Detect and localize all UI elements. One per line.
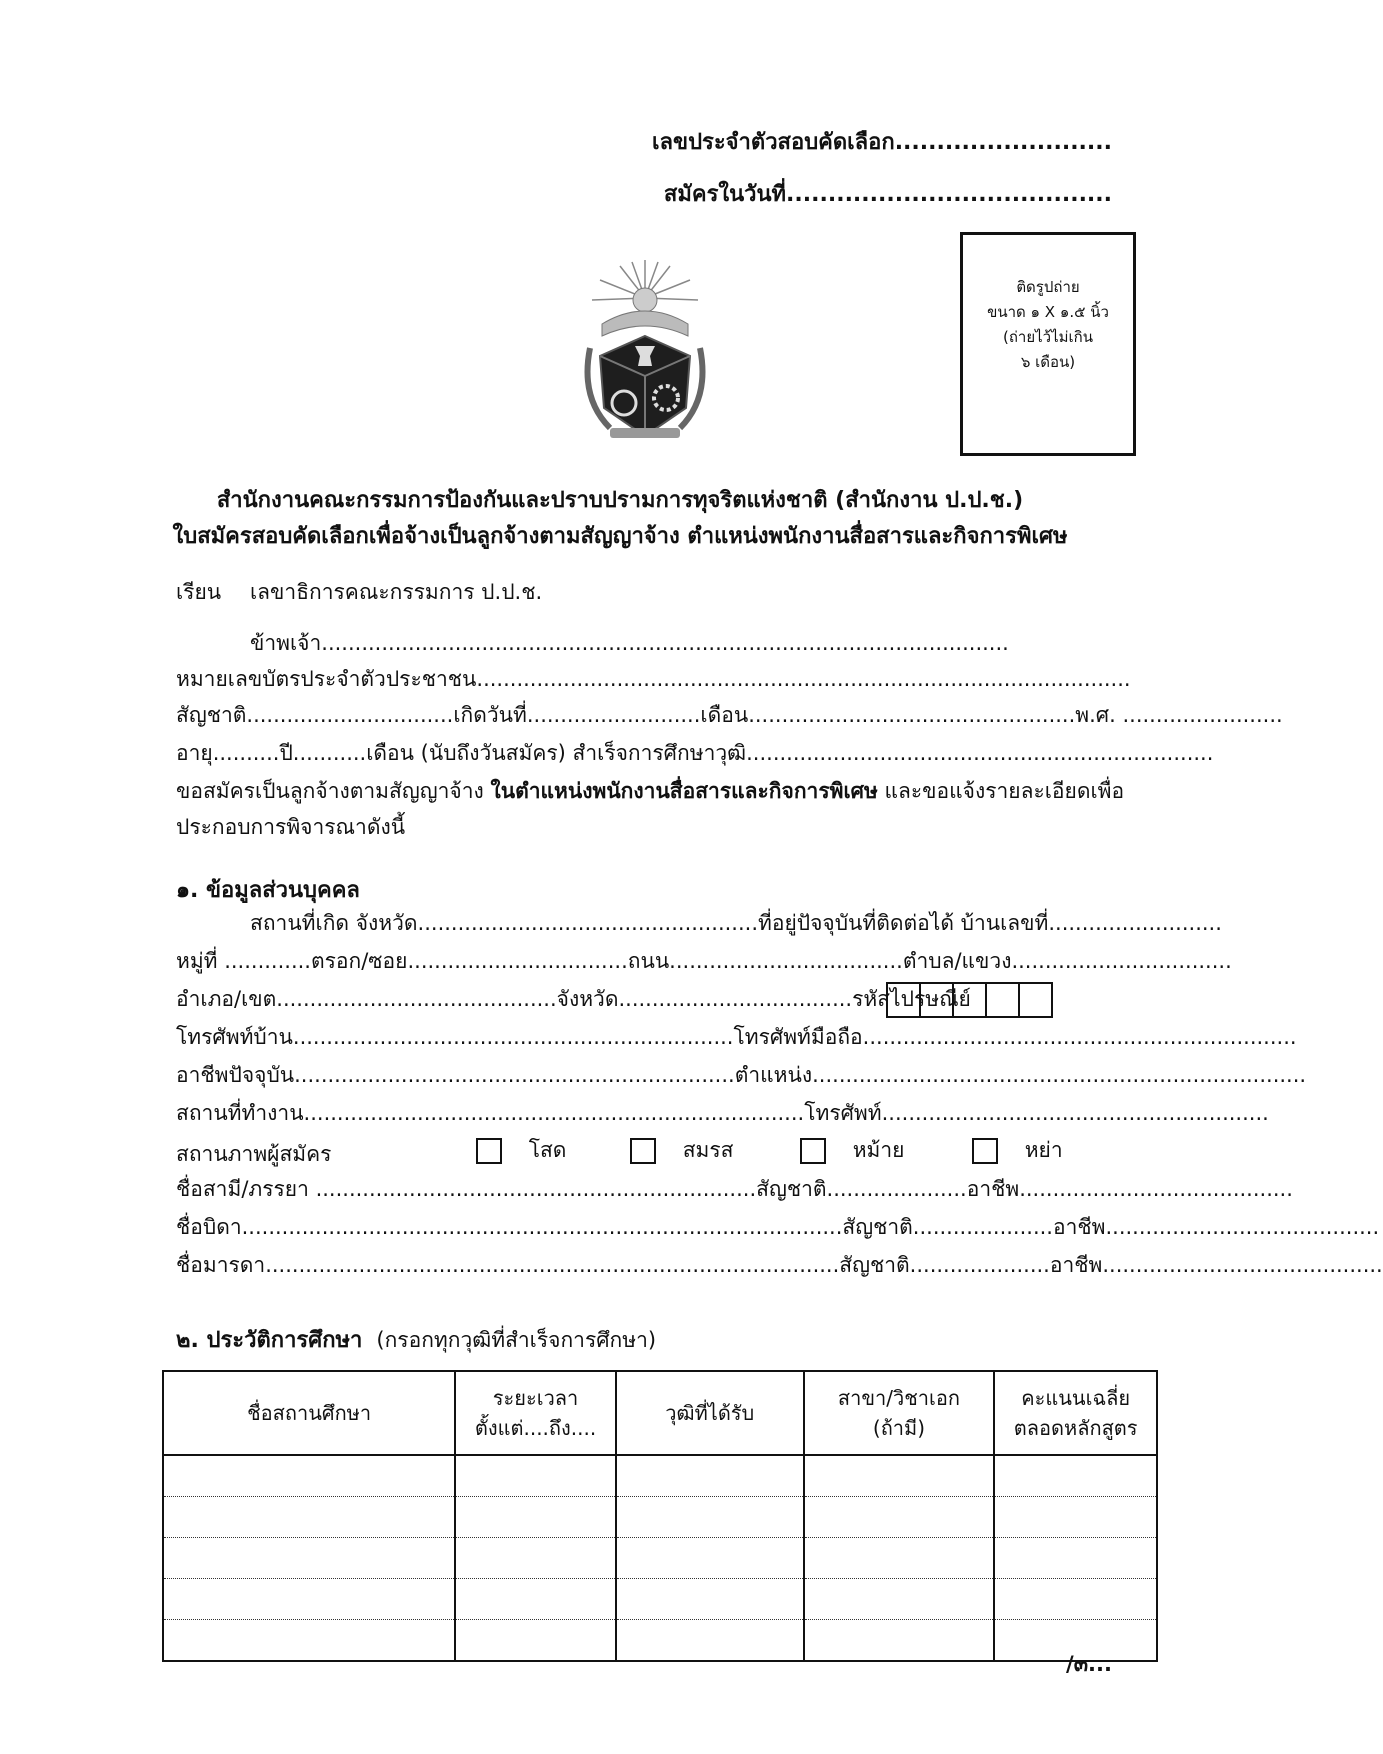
checkbox-icon[interactable]	[972, 1138, 998, 1164]
table-row[interactable]	[163, 1538, 1157, 1579]
col-line: วุฒิที่ได้รับ	[665, 1401, 755, 1425]
col-line: สาขา/วิชาเอก	[837, 1386, 960, 1410]
table-row[interactable]	[163, 1497, 1157, 1538]
district-province-field[interactable]: อำเภอ/เขต..........................................จังหวัด...................................รหัสไปรษณีย์	[176, 987, 971, 1011]
col-line: ระยะเวลา	[492, 1386, 579, 1410]
col-institution	[163, 1371, 455, 1455]
col-major	[804, 1371, 995, 1455]
photo-line: (ถ่ายไว้ไม่เกิน	[1002, 328, 1093, 346]
checkbox-icon[interactable]	[630, 1138, 656, 1164]
col-line: ตั้งแต่....ถึง....	[474, 1416, 597, 1440]
apply-text: ขอสมัครเป็นลูกจ้างตามสัญญาจ้าง	[176, 779, 491, 803]
col-line: คะแนนเฉลี่ย	[1021, 1386, 1131, 1410]
salutation-label: เรียน	[176, 580, 222, 604]
mother-field[interactable]: ชื่อมารดา......................................................................................สัญชาติ.....................อาชีพ..........................................	[176, 1253, 1383, 1277]
status-option-single[interactable]	[476, 1134, 566, 1167]
status-option-label: หม้าย	[852, 1138, 905, 1162]
section2-note: (กรอกทุกวุฒิที่สำเร็จการศึกษา)	[376, 1328, 657, 1352]
nationality-birthdate-field[interactable]: สัญชาติ...............................เกิดวันที่..........................เดือน.................................................พ.ศ. ........................	[176, 703, 1283, 727]
address-detail-field[interactable]: หมู่ที่ .............ตรอก/ซอย.................................ถนน...................................ตำบล/แขวง.................................	[176, 949, 1232, 973]
birthplace-address-field[interactable]: สถานที่เกิด จังหวัด...................................................ที่อยู่ปัจจุบันที่ติดต่อได้ บ้านเลขที่..........................	[250, 911, 1222, 935]
applicant-id-field[interactable]: เลขประจำตัวสอบคัดเลือก..........................	[652, 130, 1112, 155]
col-degree	[616, 1371, 804, 1455]
application-statement	[176, 776, 1125, 806]
table-row[interactable]	[163, 1620, 1157, 1662]
status-option-label: โสด	[528, 1138, 567, 1162]
section1-heading: ๑. ข้อมูลส่วนบุคคล	[176, 878, 360, 903]
nacc-emblem-icon	[580, 258, 710, 448]
apply-date-field[interactable]: สมัครในวันที่.......................................	[663, 182, 1112, 207]
name-field[interactable]: ข้าพเจ้า.......................................................................................................	[250, 631, 1009, 655]
apply-text-end: และขอแจ้งรายละเอียดเพื่อ	[877, 779, 1125, 803]
form-title: ใบสมัครสอบคัดเลือกเพื่อจ้างเป็นลูกจ้างตามสัญญาจ้าง ตำแหน่งพนักงานสื่อสารและกิจการพิเศษ	[172, 524, 1068, 549]
col-gpa	[994, 1371, 1157, 1455]
citizen-id-field[interactable]: หมายเลขบัตรประจำตัวประชาชน..................................................................................................	[176, 667, 1131, 691]
status-option-label: หย่า	[1024, 1138, 1063, 1162]
education-table	[162, 1370, 1158, 1662]
photo-placeholder	[960, 232, 1136, 456]
status-option-label: สมรส	[682, 1138, 734, 1162]
section2-heading: ๒. ประวัติการศึกษา	[176, 1328, 363, 1353]
checkbox-icon[interactable]	[800, 1138, 826, 1164]
col-line: ชื่อสถานศึกษา	[247, 1401, 372, 1425]
application-statement-cont: ประกอบการพิจารณาดังนี้	[176, 815, 406, 839]
apply-position: ในตำแหน่งพนักงานสื่อสารและกิจการพิเศษ	[490, 779, 878, 803]
age-education-field[interactable]: อายุ..........ปี...........เดือน (นับถึงวันสมัคร) สำเร็จการศึกษาวุฒิ......................................................................	[176, 741, 1214, 765]
col-line: ตลอดหลักสูตร	[1013, 1416, 1138, 1440]
section2-heading-row	[176, 1322, 656, 1357]
status-option-divorced[interactable]	[972, 1134, 1063, 1167]
salutation-recipient: เลขาธิการคณะกรรมการ ป.ป.ช.	[250, 580, 543, 604]
status-option-married[interactable]	[630, 1134, 733, 1167]
father-field[interactable]: ชื่อบิดา..........................................................................................สัญชาติ.....................อาชีพ.........................................	[176, 1215, 1380, 1239]
next-page-marker: /๓...	[1066, 1652, 1112, 1676]
photo-line: ขนาด ๑ X ๑.๕ นิ้ว	[987, 303, 1109, 321]
workplace-field[interactable]: สถานที่ทำงาน...........................................................................โทรศัพท์..........................................................	[176, 1101, 1269, 1125]
photo-line: ๖ เดือน)	[1020, 353, 1076, 371]
org-title: สำนักงานคณะกรรมการป้องกันและปราบปรามการทุจริตแห่งชาติ (สำนักงาน ป.ป.ช.)	[216, 488, 1024, 513]
occupation-field[interactable]: อาชีพปัจจุบัน..................................................................ตำแหน่ง..........................................................................	[176, 1063, 1307, 1087]
marital-status-label: สถานภาพผู้สมัคร	[176, 1142, 332, 1166]
photo-line: ติดรูปถ่าย	[1016, 278, 1080, 296]
col-period	[455, 1371, 616, 1455]
table-row[interactable]	[163, 1579, 1157, 1620]
phone-field[interactable]: โทรศัพท์บ้าน..................................................................โทรศัพท์มือถือ.................................................................	[176, 1025, 1297, 1049]
status-option-widowed[interactable]	[800, 1134, 905, 1167]
col-line: (ถ้ามี)	[872, 1416, 926, 1440]
postal-code-boxes[interactable]	[888, 982, 1053, 1018]
spouse-field[interactable]: ชื่อสามี/ภรรยา ..................................................................สัญชาติ.....................อาชีพ.........................................	[176, 1177, 1293, 1201]
checkbox-icon[interactable]	[476, 1138, 502, 1164]
table-row[interactable]	[163, 1455, 1157, 1497]
